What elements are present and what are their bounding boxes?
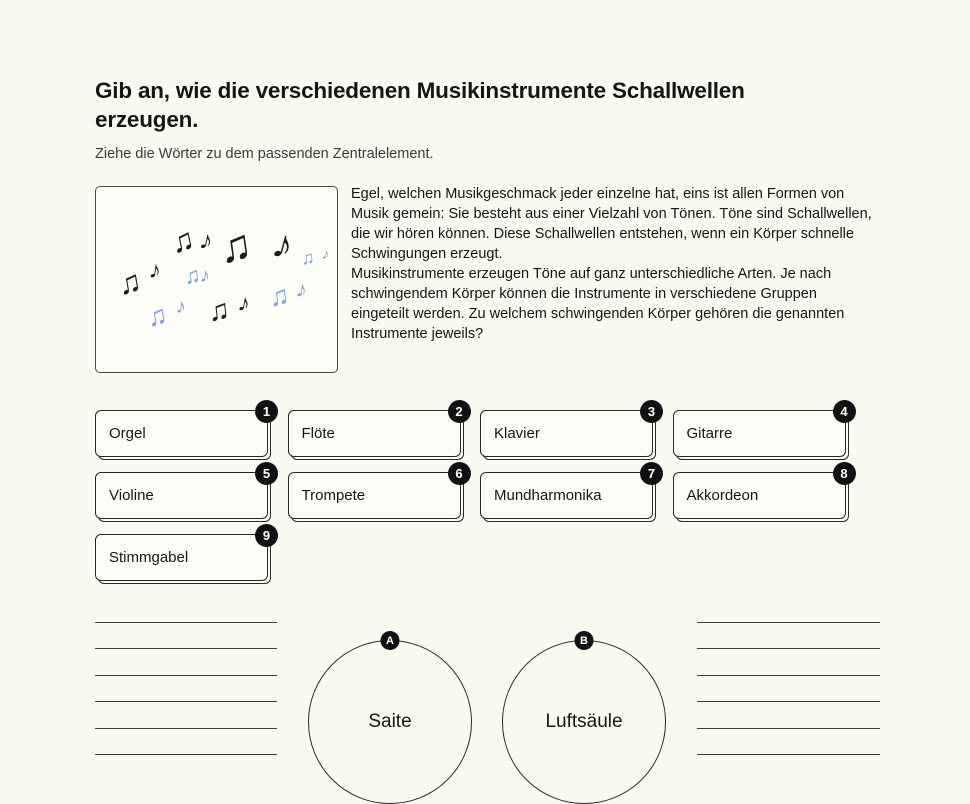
answer-line — [697, 675, 880, 676]
answer-line — [697, 622, 880, 623]
answer-lines-left — [95, 622, 277, 755]
music-note-icon: ♪ — [235, 289, 253, 318]
number-badge: 5 — [255, 462, 278, 485]
number-badge: 9 — [255, 524, 278, 547]
music-note-icon: ♪ — [174, 295, 188, 319]
answer-line — [95, 622, 277, 623]
music-note-icon: ♪ — [267, 221, 299, 269]
word-card-floete[interactable] — [288, 404, 463, 457]
word-card-list — [95, 404, 875, 581]
music-note-icon: ♫ — [167, 220, 198, 261]
music-notes-image — [95, 186, 338, 373]
word-card-label: Gitarre — [686, 425, 733, 442]
drop-target-label: Luftsäule — [545, 711, 623, 732]
intro-text — [351, 184, 877, 344]
word-card-label: Akkordeon — [686, 487, 759, 504]
intro-paragraph-1: Egel, welchen Musikgeschmack jeder einzelne hat, eins ist allen Formen von Musik gemein: Sie besteht aus einer Vielzahl von Tönen. Töne sind Schallwellen, die wir hören können. Diese Schallwellen entstehen, wenn ein Körper schnelle Schwingungen erzeugt. — [351, 186, 872, 262]
number-badge: 4 — [833, 400, 856, 423]
answer-line — [697, 701, 880, 702]
word-card-trompete[interactable] — [288, 466, 463, 519]
answer-lines-right — [697, 622, 880, 755]
number-badge: 7 — [640, 462, 663, 485]
word-card-klavier[interactable] — [480, 404, 656, 457]
intro-paragraph-2: Musikinstrumente erzeugen Töne auf ganz unterschiedliche Arten. Je nach schwingendem Körper können die Instrumente in verschiedene Gruppen eingeteilt werden. Zu welchem schwingenden Körper gehören die genannten Instrumente jeweils? — [351, 266, 845, 342]
word-card-label: Mundharmonika — [494, 487, 602, 504]
answer-line — [95, 648, 277, 649]
number-badge: 6 — [448, 462, 471, 485]
answer-line — [95, 675, 277, 676]
music-note-icon: ♫ — [299, 247, 316, 269]
drop-target-saite[interactable] — [308, 634, 472, 804]
number-badge: 1 — [255, 400, 278, 423]
music-note-icon: ♫ — [144, 299, 170, 333]
instruction-text: Ziehe die Wörter zu dem passenden Zentralelement. — [95, 146, 434, 162]
number-badge: 2 — [448, 400, 471, 423]
music-note-icon: ♪ — [320, 245, 331, 264]
answer-line — [697, 648, 880, 649]
music-note-icon: ♪ — [198, 264, 212, 288]
word-card-label: Violine — [109, 487, 154, 504]
music-note-icon: ♫ — [215, 219, 256, 274]
word-card-label: Trompete — [301, 487, 366, 504]
music-note-icon: ♪ — [197, 223, 216, 257]
word-card-stimmgabel[interactable] — [95, 528, 271, 581]
word-card-label: Flöte — [301, 425, 335, 442]
word-card-akkordeon[interactable] — [673, 466, 848, 519]
page-title: Gib an, wie die verschiedenen Musikinstrumente Schallwellen erzeugen. — [95, 78, 745, 132]
music-note-icon: ♪ — [147, 256, 163, 285]
word-card-gitarre[interactable] — [673, 404, 848, 457]
number-badge: 3 — [640, 400, 663, 423]
drop-target-luftsaeule[interactable] — [502, 634, 666, 804]
word-card-violine[interactable] — [95, 466, 271, 519]
answer-line — [697, 754, 880, 755]
word-card-label: Orgel — [109, 425, 146, 442]
music-note-icon: ♫ — [115, 263, 145, 302]
word-card-label: Stimmgabel — [109, 549, 189, 566]
letter-badge: B — [575, 631, 594, 650]
letter-badge: A — [381, 631, 400, 650]
music-note-icon: ♫ — [266, 279, 292, 313]
answer-line — [95, 701, 277, 702]
word-card-mundharmonika[interactable] — [480, 466, 656, 519]
music-note-icon: ♫ — [206, 293, 232, 329]
answer-line — [95, 728, 277, 729]
music-note-icon: ♫ — [182, 261, 203, 290]
answer-line — [697, 728, 880, 729]
number-badge: 8 — [833, 462, 856, 485]
drop-target-label: Saite — [368, 711, 412, 732]
answer-line — [95, 754, 277, 755]
music-note-icon: ♪ — [294, 276, 309, 303]
word-card-orgel[interactable] — [95, 404, 271, 457]
word-card-label: Klavier — [494, 425, 540, 442]
